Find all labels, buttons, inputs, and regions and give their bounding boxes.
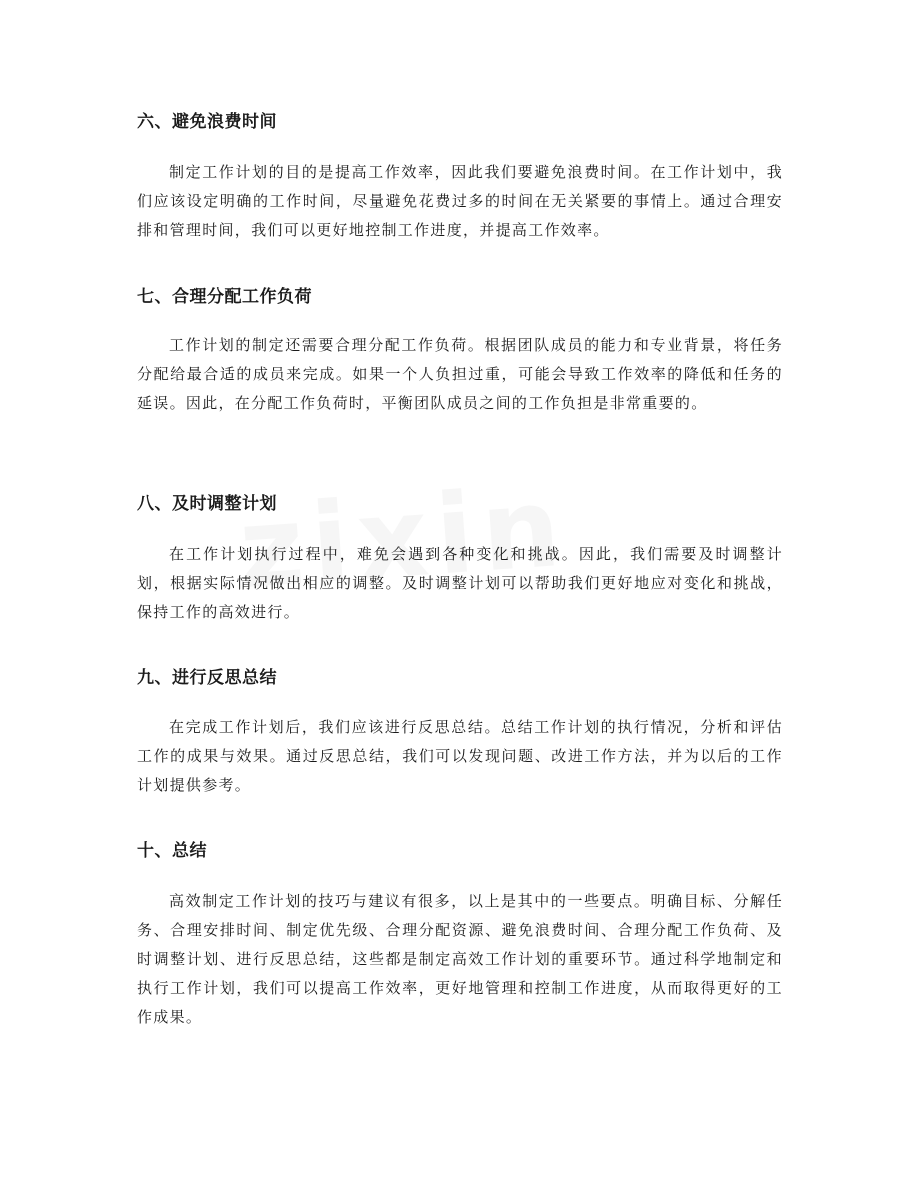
section-paragraph-8: 在工作计划执行过程中，难免会遇到各种变化和挑战。因此，我们需要及时调整计划，根据实际情况做出相应的调整。及时调整计划可以帮助我们更好地应对变化和挑战，保持工作的高效进行。 [137, 545, 783, 621]
section-heading-8: 八、及时调整计划 [137, 494, 277, 514]
section-heading-10: 十、总结 [137, 841, 207, 861]
section-paragraph-9: 在完成工作计划后，我们应该进行反思总结。总结工作计划的执行情况，分析和评估工作的成果与效果。通过反思总结，我们可以发现问题、改进工作方法，并为以后的工作计划提供参考。 [137, 718, 783, 794]
section-paragraph-7: 工作计划的制定还需要合理分配工作负荷。根据团队成员的能力和专业背景，将任务分配给最合适的成员来完成。如果一个人负担过重，可能会导致工作效率的降低和任务的延误。因此，在分配工作负荷时，平衡团队成员之间的工作负担是非常重要的。 [137, 336, 783, 412]
section-heading-9: 九、进行反思总结 [137, 668, 277, 688]
section-heading-6: 六、避免浪费时间 [137, 112, 277, 132]
section-paragraph-10: 高效制定工作计划的技巧与建议有很多，以上是其中的一些要点。明确目标、分解任务、合理安排时间、制定优先级、合理分配资源、避免浪费时间、合理分配工作负荷、及时调整计划、进行反思总结，这些都是制定高效工作计划的重要环节。通过科学地制定和执行工作计划，我们可以提高工作效率，更好地管理和控制工作进度，从而取得更好的工作成果。 [137, 892, 783, 1026]
section-heading-7: 七、合理分配工作负荷 [137, 287, 312, 307]
section-paragraph-6: 制定工作计划的目的是提高工作效率，因此我们要避免浪费时间。在工作计划中，我们应该设定明确的工作时间，尽量避免花费过多的时间在无关紧要的事情上。通过合理安排和管理时间，我们可以更好地控制工作进度，并提高工作效率。 [137, 163, 783, 239]
